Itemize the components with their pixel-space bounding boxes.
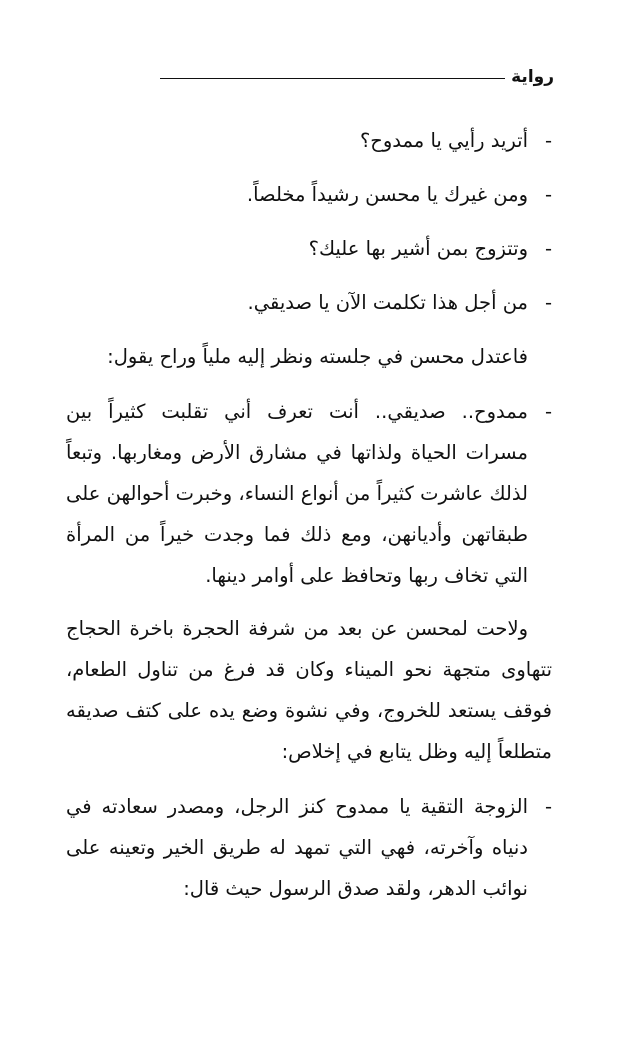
dialogue-dash: - [544,183,552,206]
header-rule [160,78,505,79]
dialogue-text: ممدوح.. صديقي.. أنت تعرف أني تقلبت كثيراً بين مسرات الحياة ولذاتها في مشارق الأرض ومغاربها. وتبعاً لذلك عاشرت كثيراً من أنواع النساء، وخبرت أحوالهن على طبقاتهن وأديانهن، ومع ذلك فما وجدت خيراً من المرأة التي تخاف ربها وتحافظ على أوامر دينها. [66,400,528,587]
dialogue-text: الزوجة التقية يا ممدوح كنز الرجل، ومصدر سعادته في دنياه وآخرته، فهي التي تمهد له طريق الخير وتعينه على نوائب الدهر، ولقد صدق الرسول حيث قال: [66,795,528,900]
narrative-paragraph: ولاحت لمحسن عن بعد من شرفة الحجرة باخرة الحجاج تتهاوى متجهة نحو الميناء وكان قد فرغ من تناول الطعام، فوقف يستعد للخروج، وفي نشوة وضع يده على كتف صديقه متطلعاً إليه وظل يتابع في إخلاص: [66,617,552,763]
dialogue-dash: - [544,400,552,423]
dialogue-dash: - [544,795,552,818]
dialogue-dash: - [544,237,552,260]
dialogue-line [66,120,552,161]
dialogue-line [66,786,552,909]
dialogue-line [66,228,552,269]
dialogue-line [66,391,552,596]
narrative-paragraph: فاعتدل محسن في جلسته ونظر إليه ملياً وراح يقول: [107,345,528,368]
header-title: رواية [511,67,554,87]
dialogue-text: ومن غيرك يا محسن رشيداً مخلصاً. [246,183,528,206]
dialogue-text: وتتزوج بمن أشير بها عليك؟ [308,237,528,260]
dialogue-text: من أجل هذا تكلمت الآن يا صديقي. [247,291,528,314]
dialogue-dash: - [544,291,552,314]
dialogue-line [66,174,552,215]
page-body [66,120,552,921]
dialogue-text: أتريد رأيي يا ممدوح؟ [359,129,528,152]
dialogue-dash: - [544,129,552,152]
dialogue-line [66,282,552,323]
running-header [160,62,554,92]
